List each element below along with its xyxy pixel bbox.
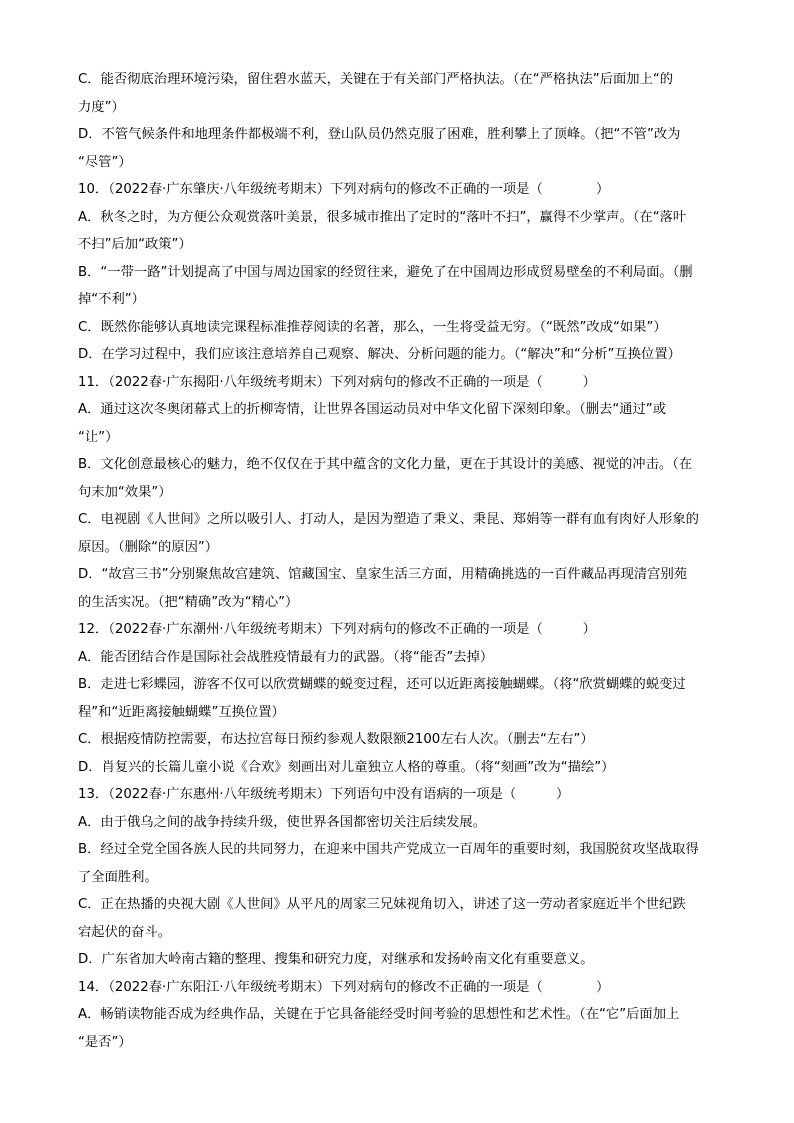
text-line: A．秋冬之时，为方便公众观赏落叶美景，很多城市推出了定时的“落叶不扫”，赢得不少掌声。（在“落叶	[78, 209, 687, 225]
text-line: D．“故宫三书”分别聚焦故宫建筑、馆藏国宝、皇家生活三方面，用精确挑选的一百件藏品再现清宫别苑	[78, 567, 688, 582]
text-line: C．正在热播的央视大剧《人世间》从平凡的周家三兄妹视角切入，讲述了这一劳动者家庭近半个世纪跌	[78, 897, 686, 912]
text-line: C．既然你能够认真地读完课程标准推荐阅读的名著，那么，一生将受益无穷。（“既然”改成“如果”）	[78, 319, 667, 335]
text-line: D．肖复兴的长篇儿童小说《合欢》刻画出对儿童独立人格的尊重。（将“刻画”改为“描绘”）	[78, 759, 615, 775]
text-line: C．电视剧《人世间》之所以吸引人、打动人，是因为塑造了秉义、秉昆、郑娟等一群有血有肉好人形象的	[78, 512, 699, 527]
text-line: 了全面胜利。	[78, 869, 158, 885]
text-line: “尽管”）	[78, 154, 132, 170]
question-14-stem: 14．（2022春·广东阳江·八年级统考期末）下列对病句的修改不正确的一项是（ ）	[78, 979, 610, 995]
question-12-stem: 12．（2022春·广东潮州·八年级统考期末）下列对病句的修改不正确的一项是（ ）	[78, 622, 596, 637]
text-line: D．在学习过程中，我们应该注意培养自己观察、解决、分析问题的能力。（“解决”和“分析”互换位置）	[78, 347, 681, 362]
text-line: B．走进七彩蝶园，游客不仅可以欣赏蝴蝶的蜕变过程，还可以近距离接触蝴蝶。（将“欣赏蝴蝶的蜕变过	[78, 677, 686, 692]
text-line: A．通过这次冬奥闭幕式上的折柳寄情，让世界各国运动员对中华文化留下深刻印象。（删去“通过”或	[78, 402, 666, 417]
question-11-stem: 11．（2022春·广东揭阳·八年级统考期末）下列对病句的修改不正确的一项是（ ）	[78, 374, 596, 390]
text-line: D．不管气候条件和地理条件都极端不利，登山队员仍然克服了困难，胜利攀上了顶峰。（把“不管”改为	[78, 127, 681, 142]
text-line: 不扫”后加“政策”）	[78, 237, 192, 252]
text-line: 原因。（删除“的原因”）	[78, 539, 219, 555]
text-line: 掉“不利”）	[78, 292, 145, 307]
text-line: B．“一带一路”计划提高了中国与周边国家的经贸往来，避免了在中国周边形成贸易壁垒的不利局面。（删	[78, 264, 693, 280]
text-line: B．文化创意最核心的魅力，绝不仅仅在于其中蕴含的文化力量，更在于其设计的美感、视觉的冲击。（在	[78, 457, 693, 472]
text-line: A．由于俄乌之间的战争持续升级，使世界各国都密切关注后续发展。	[78, 814, 487, 830]
document-page	[78, 66, 728, 1056]
text-line: A．畅销读物能否成为经典作品，关键在于它具备能经受时间考验的思想性和艺术性。（在“它”后面加上	[78, 1007, 680, 1022]
text-line: C．能否彻底治理环境污染，留住碧水蓝天，关键在于有关部门严格执法。（在“严格执法”后面加上“的	[78, 72, 674, 87]
text-line: A．能否团结合作是国际社会战胜疫情最有力的武器。（将“能否”去掉）	[78, 649, 494, 665]
text-line: 句末加“效果”）	[78, 484, 172, 500]
text-line: “是否”）	[78, 1034, 132, 1050]
text-line: B．经过全党全国各族人民的共同努力，在迎来中国共产党成立一百周年的重要时刻，我国脱贫攻坚战取得	[78, 842, 699, 857]
text-line: 程”和“近距离接触蝴蝶”互换位置）	[78, 704, 285, 720]
text-line: D．广东省加大岭南古籍的整理、搜集和研究力度，对继承和发扬岭南文化有重要意义。	[78, 952, 594, 967]
question-10-stem: 10．（2022春·广东肇庆·八年级统考期末）下列对病句的修改不正确的一项是（ ）	[78, 182, 610, 197]
text-line: C．根据疫情防控需要，布达拉宫每日预约参观人数限额2100左右人次。（删去“左右”）	[78, 732, 594, 747]
text-line: 宕起伏的奋斗。	[78, 924, 172, 940]
question-13-stem: 13．（2022春·广东惠州·八年级统考期末）下列语句中没有语病的一项是（ ）	[78, 787, 570, 802]
text-line: 的生活实况。（把“精确”改为“精心”）	[78, 594, 299, 610]
text-line: “让”）	[78, 429, 119, 445]
text-line: 力度”）	[78, 99, 125, 115]
